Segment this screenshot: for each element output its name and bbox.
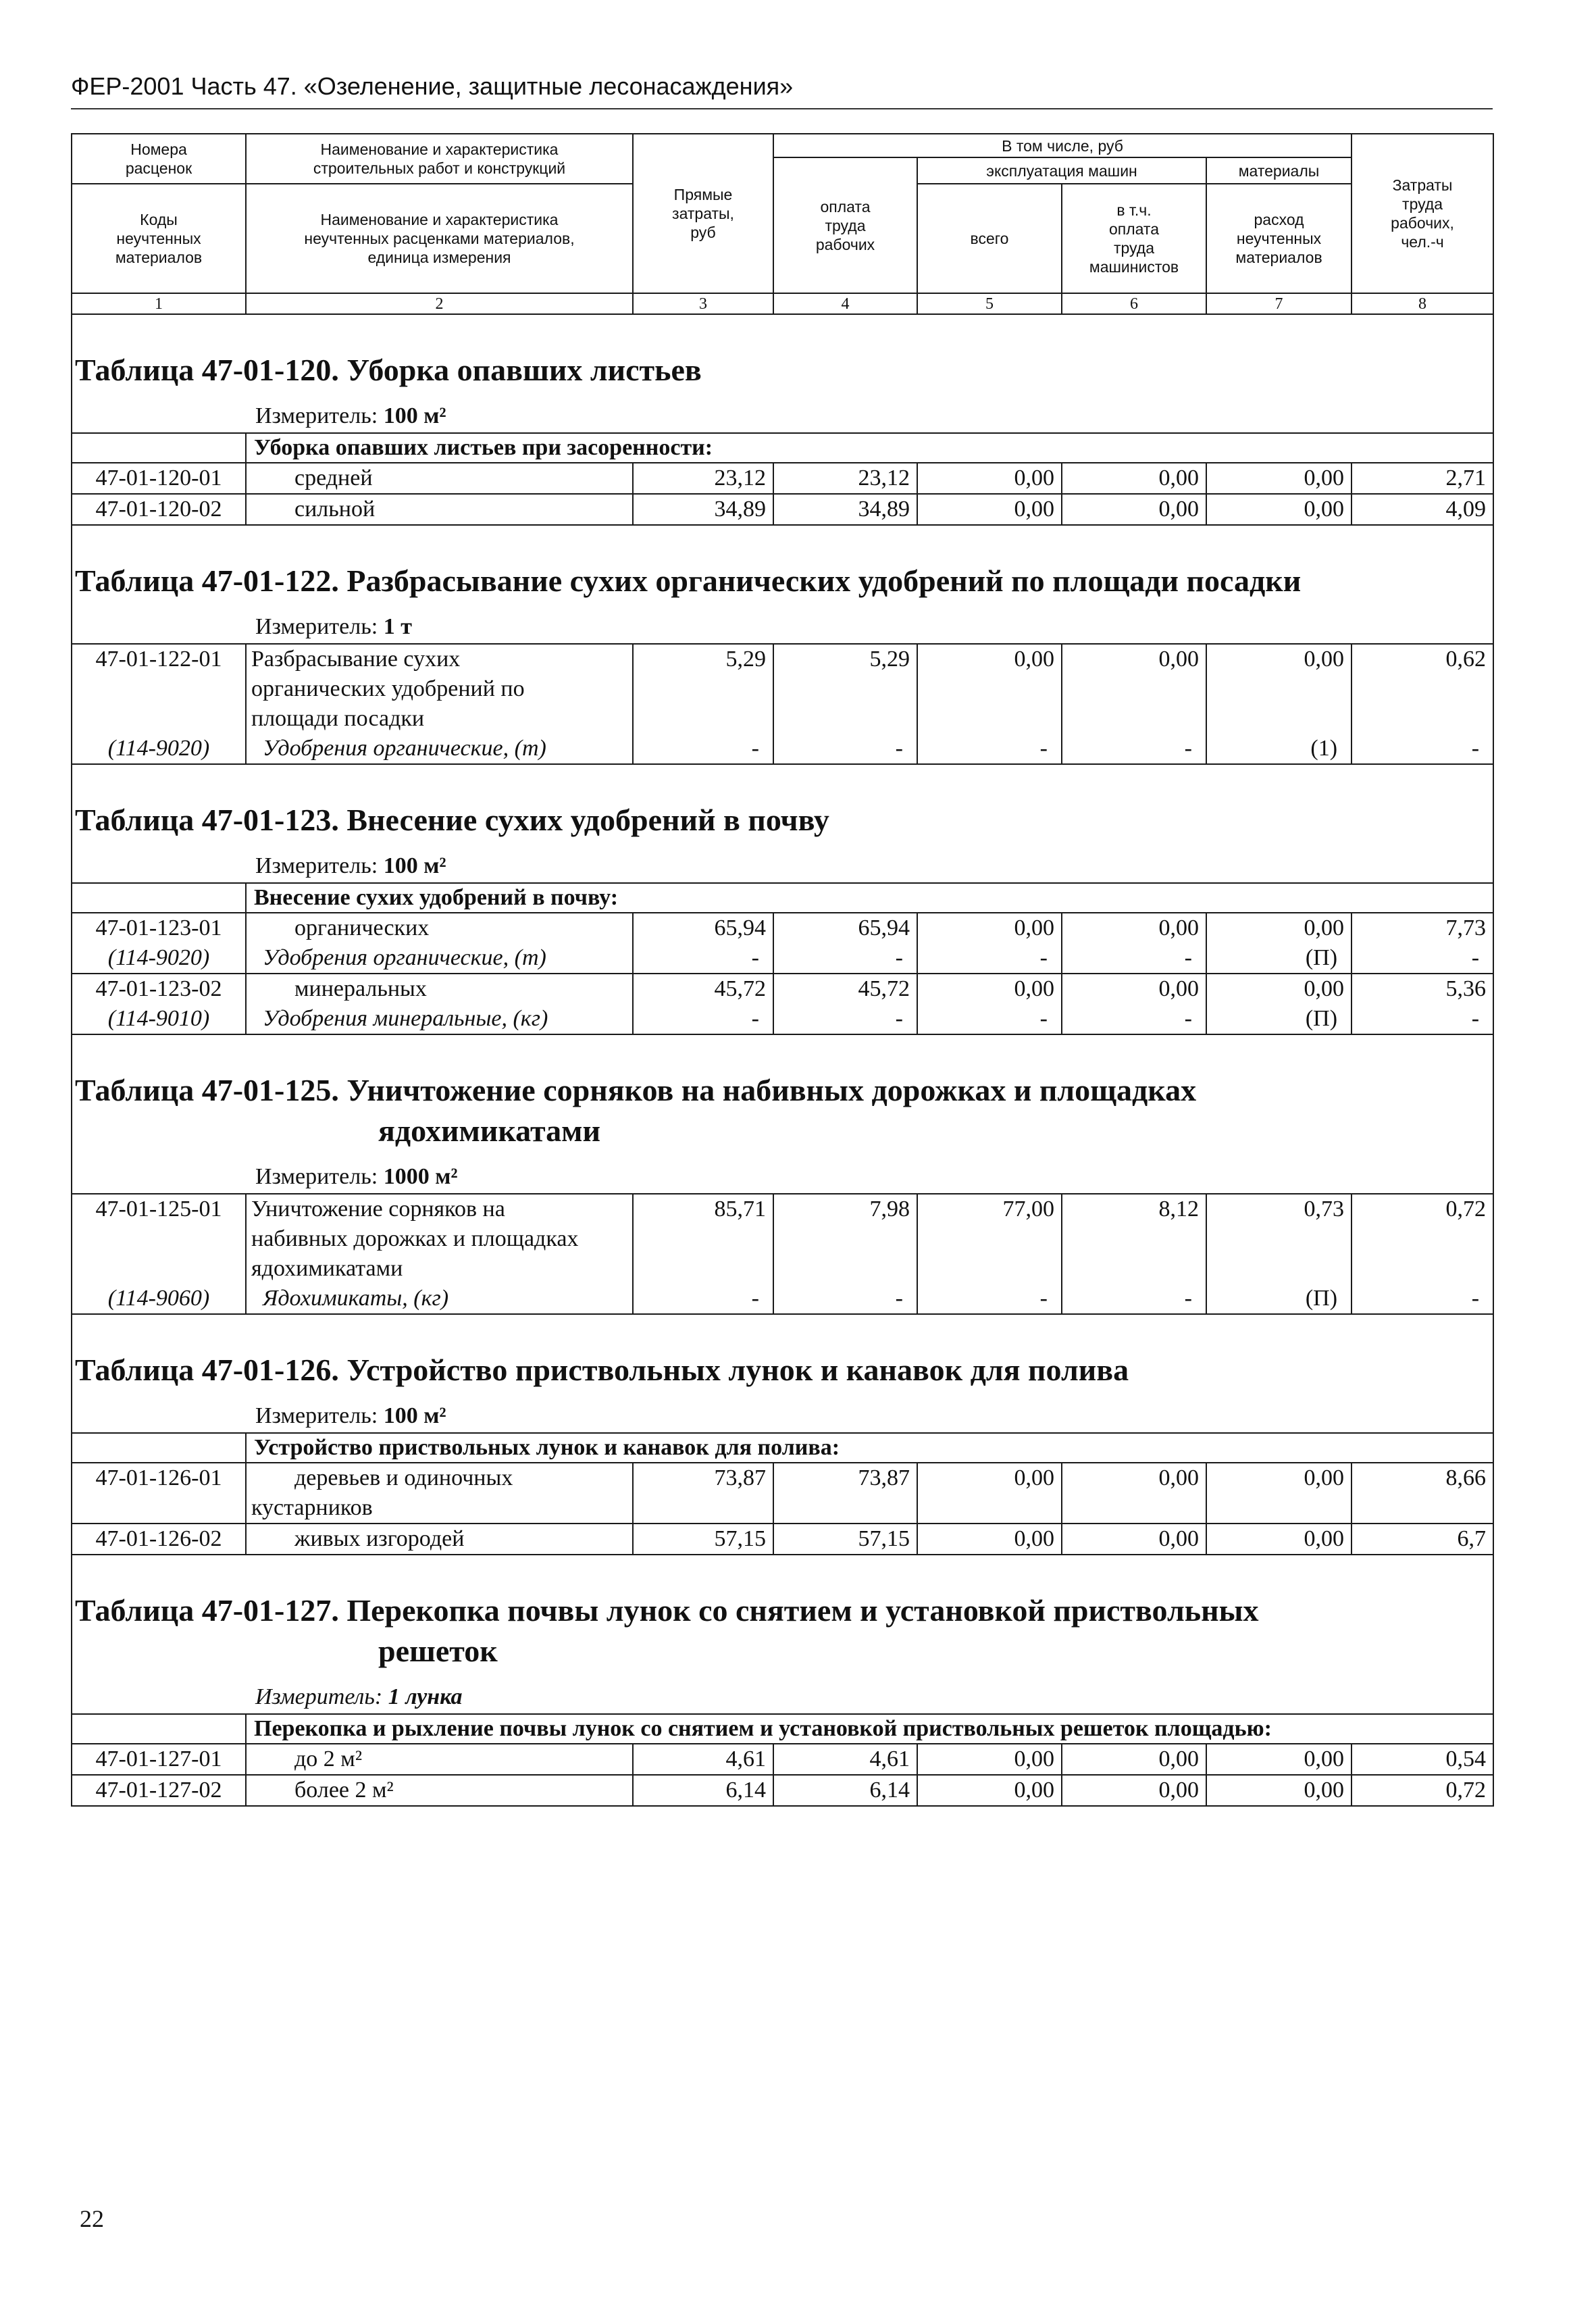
header-work-name: Наименование и характеристика строительных работ и конструкций [246, 134, 633, 184]
section-title: Таблица 47-01-123. Внесение сухих удобрений в почву [75, 803, 829, 837]
header-materials-consumption: расход неучтенных материалов [1206, 184, 1352, 293]
header-rate-numbers: Номера расценок [72, 134, 246, 184]
column-number: 8 [1352, 293, 1493, 314]
rate-row [72, 644, 1493, 734]
labor-hours-cell: 2,71 [1352, 463, 1493, 494]
machinists-wages-cell: 0,00 [1062, 974, 1206, 1004]
labor-hours-cell: - [1352, 1284, 1493, 1314]
machinists-wages-cell: 0,00 [1062, 1463, 1206, 1524]
table-title-cell [72, 525, 1493, 644]
worker-wages-cell: 65,94 [773, 913, 917, 943]
worker-wages-cell: 5,29 [773, 644, 917, 734]
section-title: Таблица 47-01-125. Уничтожение сорняков на набивных дорожках и площадках ядохимикатами [75, 1073, 1197, 1148]
direct-cost-cell: 6,14 [633, 1775, 773, 1806]
labor-hours-cell: 0,72 [1352, 1194, 1493, 1284]
direct-cost-cell: 45,72 [633, 974, 773, 1004]
measure-value: 1 т [383, 614, 412, 639]
machines-total-cell: 0,00 [917, 644, 1062, 734]
worker-wages-cell: 4,61 [773, 1744, 917, 1775]
materials-cell: 0,00 [1206, 1775, 1352, 1806]
direct-cost-cell: 85,71 [633, 1194, 773, 1284]
work-name: Уничтожение сорняков на набивных дорожках и площадках ядохимикатами [246, 1194, 633, 1284]
materials-cell: 0,00 [1206, 974, 1352, 1004]
worker-wages-cell: 6,14 [773, 1775, 917, 1806]
group-heading: Уборка опавших листьев при засоренности: [246, 433, 1493, 463]
materials-cell: (1) [1206, 734, 1352, 764]
machinists-wages-cell: 0,00 [1062, 494, 1206, 525]
rate-row [72, 1744, 1493, 1775]
table-title-cell [72, 1034, 1493, 1194]
rate-code: 47-01-127-01 [72, 1744, 246, 1775]
worker-wages-cell: 23,12 [773, 463, 917, 494]
section-title: Таблица 47-01-122. Разбрасывание сухих органических удобрений по площади посадки [75, 563, 1302, 598]
group-heading-row [72, 433, 1493, 463]
machinists-wages-cell: 0,00 [1062, 644, 1206, 734]
measure-label: Измеритель: [255, 1164, 378, 1189]
labor-hours-cell: - [1352, 943, 1493, 974]
material-name: Удобрения минеральные, (кг) [246, 1004, 633, 1034]
page-header: ФЕР-2001 Часть 47. «Озеленение, защитные лесонасаждения» [71, 72, 794, 100]
material-name: Удобрения органические, (т) [246, 943, 633, 974]
rate-code: 47-01-123-01 [72, 913, 246, 943]
worker-wages-cell: - [773, 734, 917, 764]
rate-row [72, 494, 1493, 525]
table-title-row [72, 1034, 1493, 1194]
machinists-wages-cell: - [1062, 734, 1206, 764]
direct-cost-cell: - [633, 943, 773, 974]
column-number: 2 [246, 293, 633, 314]
materials-cell: 0,00 [1206, 1524, 1352, 1555]
direct-cost-cell: - [633, 1284, 773, 1314]
machines-total-cell: 0,00 [917, 913, 1062, 943]
measure-unit [72, 853, 1493, 880]
labor-hours-cell: 6,7 [1352, 1524, 1493, 1555]
labor-hours-cell: 0,54 [1352, 1744, 1493, 1775]
header-materials: материалы [1206, 157, 1352, 184]
machinists-wages-cell: 0,00 [1062, 1524, 1206, 1555]
worker-wages-cell: - [773, 943, 917, 974]
group-heading: Внесение сухих удобрений в почву: [246, 883, 1493, 913]
labor-hours-cell: - [1352, 734, 1493, 764]
measure-label: Измеритель: [255, 853, 378, 878]
material-code: (114-9020) [72, 943, 246, 974]
rate-code: 47-01-122-01 [72, 644, 246, 734]
section-title: Таблица 47-01-120. Уборка опавших листьев [75, 353, 702, 387]
materials-cell: 0,00 [1206, 1463, 1352, 1524]
labor-hours-cell: 7,73 [1352, 913, 1493, 943]
material-row [72, 1004, 1493, 1034]
materials-cell: (П) [1206, 943, 1352, 974]
measure-value: 1000 м² [383, 1164, 458, 1189]
material-name: Удобрения органические, (т) [246, 734, 633, 764]
header-machines: эксплуатация машин [917, 157, 1206, 184]
work-name: средней [246, 463, 633, 494]
group-heading-row [72, 1433, 1493, 1463]
machines-total-cell: - [917, 943, 1062, 974]
rate-code: 47-01-126-02 [72, 1524, 246, 1555]
direct-cost-cell: 4,61 [633, 1744, 773, 1775]
machinists-wages-cell: - [1062, 943, 1206, 974]
rate-row [72, 463, 1493, 494]
machines-total-cell: - [917, 1004, 1062, 1034]
header-material-name: Наименование и характеристика неучтенных расценками материалов, единица измерения [246, 184, 633, 293]
measure-label: Измеритель: [255, 1403, 378, 1428]
column-numbers-row [72, 293, 1493, 314]
materials-cell: 0,00 [1206, 913, 1352, 943]
labor-hours-cell: 4,09 [1352, 494, 1493, 525]
header-rule [71, 108, 1493, 109]
work-name: Разбрасывание сухих органических удобрений по площади посадки [246, 644, 633, 734]
materials-cell: 0,00 [1206, 1744, 1352, 1775]
column-number: 6 [1062, 293, 1206, 314]
worker-wages-cell: 73,87 [773, 1463, 917, 1524]
header-material-codes: Коды неучтенных материалов [72, 184, 246, 293]
table-header [72, 134, 1493, 314]
measure-unit [72, 403, 1493, 430]
measure-unit [72, 1684, 1493, 1711]
machines-total-cell: 0,00 [917, 463, 1062, 494]
measure-unit [72, 1403, 1493, 1430]
work-name: минеральных [246, 974, 633, 1004]
measure-unit [72, 1163, 1493, 1190]
worker-wages-cell: 7,98 [773, 1194, 917, 1284]
header-machinists-wages: в т.ч. оплата труда машинистов [1062, 184, 1206, 293]
material-code: (114-9010) [72, 1004, 246, 1034]
direct-cost-cell: - [633, 1004, 773, 1034]
machines-total-cell: 0,00 [917, 1775, 1062, 1806]
group-code-cell [72, 1433, 246, 1463]
table-title-cell [72, 1555, 1493, 1714]
labor-hours-cell: 0,72 [1352, 1775, 1493, 1806]
machinists-wages-cell: 0,00 [1062, 1744, 1206, 1775]
page-number: 22 [80, 2205, 104, 2232]
labor-hours-cell: 8,66 [1352, 1463, 1493, 1524]
group-code-cell [72, 883, 246, 913]
rate-code: 47-01-123-02 [72, 974, 246, 1004]
materials-cell: (П) [1206, 1004, 1352, 1034]
rate-code: 47-01-125-01 [72, 1194, 246, 1284]
measure-label: Измеритель: [255, 403, 378, 428]
group-heading-row [72, 1714, 1493, 1744]
group-code-cell [72, 1714, 246, 1744]
measure-value: 100 м² [383, 403, 446, 428]
measure-value: 100 м² [383, 1403, 446, 1428]
machines-total-cell: - [917, 734, 1062, 764]
header-direct-cost: Прямые затраты, руб [633, 134, 773, 293]
machines-total-cell: - [917, 1284, 1062, 1314]
work-name: живых изгородей [246, 1524, 633, 1555]
worker-wages-cell: 34,89 [773, 494, 917, 525]
column-number: 5 [917, 293, 1062, 314]
direct-cost-cell: 73,87 [633, 1463, 773, 1524]
table-title-cell [72, 764, 1493, 883]
direct-cost-cell: - [633, 734, 773, 764]
rate-code: 47-01-126-01 [72, 1463, 246, 1524]
column-number: 1 [72, 293, 246, 314]
group-heading-row [72, 883, 1493, 913]
materials-cell: (П) [1206, 1284, 1352, 1314]
column-number: 3 [633, 293, 773, 314]
materials-cell: 0,00 [1206, 494, 1352, 525]
machinists-wages-cell: 0,00 [1062, 463, 1206, 494]
table-title-row [72, 525, 1493, 644]
machinists-wages-cell: 0,00 [1062, 913, 1206, 943]
column-number: 7 [1206, 293, 1352, 314]
header-machines-total: всего [917, 184, 1062, 293]
worker-wages-cell: 45,72 [773, 974, 917, 1004]
direct-cost-cell: 5,29 [633, 644, 773, 734]
machines-total-cell: 0,00 [917, 1744, 1062, 1775]
work-name: до 2 м² [246, 1744, 633, 1775]
worker-wages-cell: 57,15 [773, 1524, 917, 1555]
measure-value: 100 м² [383, 853, 446, 878]
group-code-cell [72, 433, 246, 463]
rate-code: 47-01-120-01 [72, 463, 246, 494]
material-code: (114-9020) [72, 734, 246, 764]
header-worker-wages: оплата труда рабочих [773, 157, 917, 293]
measure-value: 1 лунка [388, 1684, 463, 1709]
worker-wages-cell: - [773, 1004, 917, 1034]
machinists-wages-cell: - [1062, 1284, 1206, 1314]
direct-cost-cell: 34,89 [633, 494, 773, 525]
machinists-wages-cell: 0,00 [1062, 1775, 1206, 1806]
labor-hours-cell: 0,62 [1352, 644, 1493, 734]
header-labor-hours: Затраты труда рабочих, чел.-ч [1352, 134, 1493, 293]
work-name: органических [246, 913, 633, 943]
rates-table [71, 133, 1494, 1807]
table-title-row [72, 1314, 1493, 1433]
machinists-wages-cell: 8,12 [1062, 1194, 1206, 1284]
work-name: более 2 м² [246, 1775, 633, 1806]
rate-row [72, 974, 1493, 1004]
work-name: сильной [246, 494, 633, 525]
rate-code: 47-01-120-02 [72, 494, 246, 525]
material-row [72, 1284, 1493, 1314]
materials-cell: 0,00 [1206, 644, 1352, 734]
measure-unit [72, 613, 1493, 640]
table-title-row [72, 1555, 1493, 1714]
materials-cell: 0,00 [1206, 463, 1352, 494]
material-name: Ядохимикаты, (кг) [246, 1284, 633, 1314]
material-row [72, 734, 1493, 764]
table-body [72, 314, 1493, 1806]
table-title-row [72, 314, 1493, 433]
direct-cost-cell: 57,15 [633, 1524, 773, 1555]
table-title-cell [72, 314, 1493, 433]
machines-total-cell: 0,00 [917, 1524, 1062, 1555]
rate-code: 47-01-127-02 [72, 1775, 246, 1806]
direct-cost-cell: 23,12 [633, 463, 773, 494]
materials-cell: 0,73 [1206, 1194, 1352, 1284]
header-including: В том числе, руб [773, 134, 1352, 157]
labor-hours-cell: - [1352, 1004, 1493, 1034]
direct-cost-cell: 65,94 [633, 913, 773, 943]
section-title: Таблица 47-01-126. Устройство приствольных лунок и канавок для полива [75, 1353, 1129, 1387]
material-code: (114-9060) [72, 1284, 246, 1314]
machinists-wages-cell: - [1062, 1004, 1206, 1034]
rate-row [72, 1775, 1493, 1806]
material-row [72, 943, 1493, 974]
labor-hours-cell: 5,36 [1352, 974, 1493, 1004]
rate-row [72, 913, 1493, 943]
worker-wages-cell: - [773, 1284, 917, 1314]
machines-total-cell: 0,00 [917, 974, 1062, 1004]
work-name: деревьев и одиночных кустарников [246, 1463, 633, 1524]
rate-row [72, 1524, 1493, 1555]
machines-total-cell: 0,00 [917, 494, 1062, 525]
rate-row [72, 1194, 1493, 1284]
table-title-cell [72, 1314, 1493, 1433]
column-number: 4 [773, 293, 917, 314]
machines-total-cell: 77,00 [917, 1194, 1062, 1284]
group-heading: Устройство приствольных лунок и канавок для полива: [246, 1433, 1493, 1463]
table-title-row [72, 764, 1493, 883]
measure-label: Измеритель: [255, 614, 378, 639]
section-title: Таблица 47-01-127. Перекопка почвы лунок со снятием и установкой приствольных решеток [75, 1593, 1259, 1668]
measure-label: Измеритель: [255, 1684, 383, 1709]
machines-total-cell: 0,00 [917, 1463, 1062, 1524]
group-heading: Перекопка и рыхление почвы лунок со снятием и установкой приствольных решеток площадью: [246, 1714, 1493, 1744]
rate-row [72, 1463, 1493, 1524]
